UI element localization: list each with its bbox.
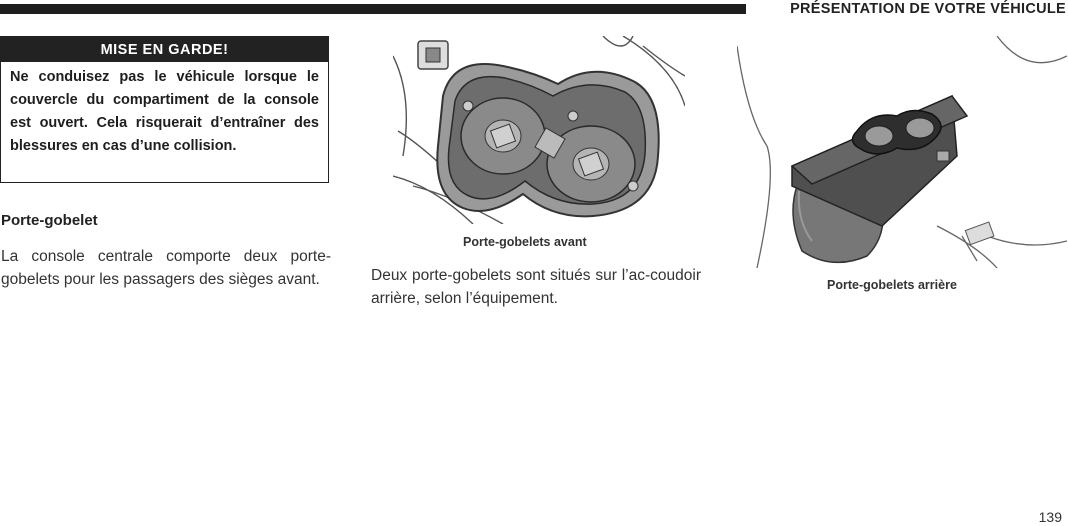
front-cupholders-caption: Porte-gobelets avant xyxy=(463,235,587,249)
front-cupholders-drawing xyxy=(393,36,685,224)
running-header-title: PRÉSENTATION DE VOTRE VÉHICULE xyxy=(790,1,1066,17)
rear-cupholders-drawing xyxy=(737,36,1067,268)
warning-text: Ne conduisez pas le véhicule lorsque le couvercle du compartiment de la console est ouvert. Cela risquerait d’entraîner des blessures en cas d’une collision. xyxy=(10,69,319,154)
page-number: 139 xyxy=(1038,509,1062,525)
cupholder-front-paragraph: La console centrale comporte deux porte-gobelets pour les passagers des sièges avant. xyxy=(1,248,331,288)
front-cupholders-illustration xyxy=(393,36,685,224)
rear-cupholders-caption: Porte-gobelets arrière xyxy=(827,278,957,292)
section-heading: Porte-gobelet xyxy=(1,212,98,229)
warning-title: MISE EN GARDE! xyxy=(1,37,328,62)
cupholder-rear-paragraph: Deux porte-gobelets sont situés sur l’ac-coudoir arrière, selon l’équipement. xyxy=(371,267,701,307)
header-rule xyxy=(0,4,746,14)
rear-cupholders-illustration xyxy=(737,36,1067,268)
warning-box xyxy=(0,36,329,183)
